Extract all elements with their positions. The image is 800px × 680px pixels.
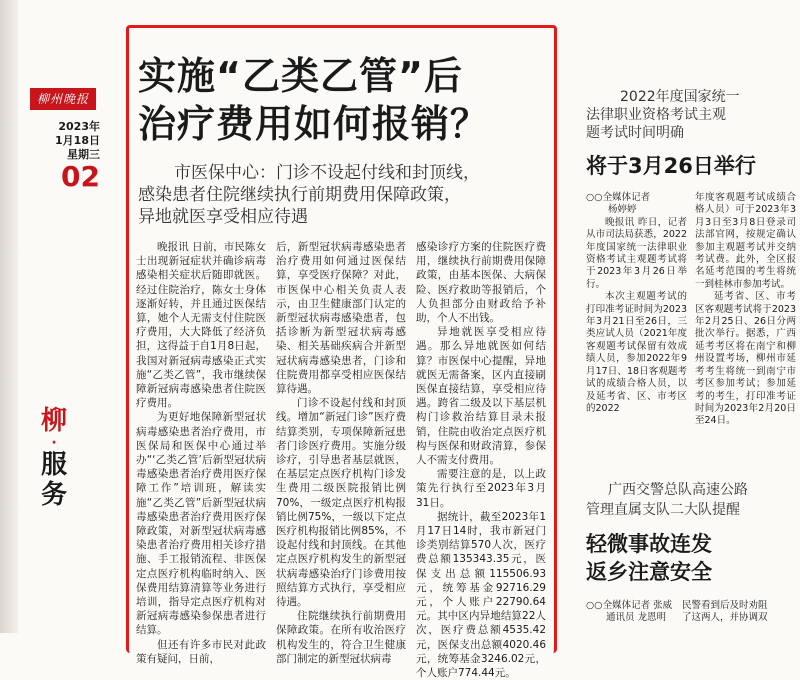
main-headline-line1: 实施“乙类乙管”后 xyxy=(138,54,463,98)
exam-byline-line2: 杨婷婷 xyxy=(608,204,637,216)
exam-title-line1: 2022年度国家统一 xyxy=(620,89,740,105)
issue-date xyxy=(40,120,100,162)
issue-day: 1月18日 xyxy=(55,134,100,147)
main-subheadline xyxy=(138,162,548,228)
section-label-top: 柳 xyxy=(40,406,67,436)
traffic-byline-line2: 通讯员 龙恩明 xyxy=(606,612,667,624)
section-label-dot: · xyxy=(51,435,57,451)
article-paragraph: 晚报讯 日前，市民陈女士出现新冠症状并确诊病毒感染相关症状后随即就医。经过住院治疗，陈女士身体逐渐好转，并且通过医保结算，她个人无需支付住院医疗费用，大大降低了经济负担，这得益于自1月8日起，我国对新冠病毒感染正式实施“乙类乙管”，我市继续保障新冠病毒感染患者住院医疗费用。 xyxy=(136,241,266,410)
exam-byline xyxy=(586,192,687,217)
section-label-char2: 务 xyxy=(40,480,67,510)
main-headline-line2: 治疗费用如何报销？ xyxy=(138,102,490,146)
section-label xyxy=(34,406,74,510)
exam-title-line3: 题考试时间明确 xyxy=(586,125,684,141)
subhead-line3: 异地就医享受相应待遇 xyxy=(138,207,308,227)
article-paragraph: 异地就医享受相应待遇。那么异地就医如何结算？市医保中心提醒，异地就医无需备案，区内直接刷医保直接结算，享受相应待遇。跨省二级及以下基层机构门诊救治结算目录未报销，住院由收治定点医疗机构与医保和财政清算，参保人不需支付费用。 xyxy=(416,326,546,467)
traffic-headline xyxy=(586,530,796,586)
masthead-logo: 柳州晚报 xyxy=(30,88,96,110)
article-column-1 xyxy=(136,240,266,665)
article-paragraph: 需要注意的是，以上政策先行执行至2023年3月31日。 xyxy=(416,468,546,509)
article-paragraph: 年度客观题考试成绩合格人员）可于2023年3月3日至3月8日登录司法部官网，按规定确认参加主观题考试并交纳考试费。此外，全区报名延考范围的考生将统一到桂林市参加考试。 xyxy=(695,192,796,290)
article-paragraph: 晚报讯 昨日，记者从市司法局获悉，2022年度国家统一法律职业资格考试主观题考试将于2023年3月26日举行。 xyxy=(586,216,687,290)
main-article-body xyxy=(136,240,546,680)
traffic-article-title xyxy=(586,480,796,520)
traffic-headline-line1: 轻微事故连发 xyxy=(586,532,712,556)
traffic-title-line2: 管理直属支队二大队提醒 xyxy=(586,502,740,518)
traffic-article-snippet xyxy=(682,600,796,625)
article-column-2 xyxy=(276,240,406,665)
traffic-byline xyxy=(586,600,676,625)
article-paragraph: 据统计，截至2023年1月17日14时，我市新冠门诊类别结算570人次，医疗费总额135343.35元，医保支出总额115506.93元，统筹基金92716.29元，个人账户22790.64元。其中区内异地结算22人次，医疗费总额4535.42元，医保支出总额4020.46元，统筹基金3246.02元，个人账户774.44元。 xyxy=(416,510,546,680)
exam-column-2 xyxy=(695,192,796,432)
exam-article-body xyxy=(586,192,796,432)
article-paragraph: 门诊不设起付线和封顶线。增加“新冠门诊”医疗费结算类别，专项保障新冠患者门诊医疗费用。实施分级诊疗，引导患者基层就医，在基层定点医疗机构门诊发生费用二级医院报销比例70%，一级定点医疗机构报销比例75%，一级以下定点医疗机构报销比例85%，不设起付线和封顶线。在其他定点医疗机构发生的新型冠状病毒感染治疗门诊费用按照结算方式执行，享受相应待遇。 xyxy=(276,397,406,609)
traffic-snippet-line2: 了这两人，并协调双 xyxy=(682,612,768,624)
exam-byline-line1: ○○全媒体记者 xyxy=(586,192,651,203)
traffic-headline-line2: 返乡注意安全 xyxy=(586,560,712,584)
exam-column-1 xyxy=(586,192,687,432)
section-label-char1: 服 xyxy=(40,450,67,480)
issue-year: 2023年 xyxy=(58,120,100,133)
issue-weekday: 星期三 xyxy=(67,148,100,161)
article-paragraph: 住院继续执行前期费用保障政策。在所有收治医疗机构发生的，符合卫生健康部门制定的新型冠状病毒 xyxy=(276,610,406,665)
article-paragraph: 后，新型冠状病毒感染患者治疗费用如何通过医保结算，享受医疗保障？对此，市医保中心相关负责人表示，由卫生健康部门认定的新型冠状病毒感染患者，包括诊断为新型冠状病毒感染、相关基础疾病合并新型冠状病毒感染患者，门诊和住院费用都享受相应医保结算待遇。 xyxy=(276,241,406,396)
subhead-line1: 市医保中心：门诊不设起付线和封顶线， xyxy=(174,163,480,183)
exam-article-title xyxy=(586,88,786,142)
article-paragraph: 感染诊疗方案的住院医疗费用，继续执行前期费用保障政策，由基本医保、大病保险、医疗救助等报销后，个人负担部分由财政给予补助，个人不出钱。 xyxy=(416,241,546,325)
subhead-line2: 感染患者住院继续执行前期费用保障政策， xyxy=(138,185,461,205)
article-column-3 xyxy=(416,240,546,680)
page-number: 02 xyxy=(61,160,100,193)
traffic-snippet-line1: 民警看到后及时劝阻 xyxy=(682,600,768,611)
traffic-title-line1: 广西交警总队高速公路 xyxy=(608,482,748,498)
exam-headline: 将于3月26日举行 xyxy=(586,154,756,178)
article-paragraph: 但还有许多市民对此政策有疑问，日前， xyxy=(136,638,266,665)
article-paragraph: 为更好地保障新型冠状病毒感染患者治疗费用，市医保局和医保中心通过举办“‘乙类乙管’后新型冠状病毒感染患者治疗费用医疗保障工作”培训班，解读实施“乙类乙管”后新型冠状病毒感染患者治疗费用医疗保障政策，对新型冠状病毒感染患者治疗费用相关诊疗措施、手工报销流程、非医保定点医疗机构临时纳入、医保费用结算清算等业务进行培训，指导定点医疗机构对新冠病毒感染参保患者进行结算。 xyxy=(136,411,266,637)
traffic-byline-line1: ○○全媒体记者 张威 xyxy=(586,600,673,611)
article-paragraph: 本次主观题考试的打印准考证时间为2023年3月21日至26日，三类应试人员（2021年度客观题考试保留有效成绩人员，参加2022年9月17日、18日客观题考试的成绩合格人员，以及延考省、区、市考区的2022 xyxy=(586,291,687,414)
exam-title-line2: 法律职业资格考试主观 xyxy=(586,107,726,123)
article-paragraph: 延考省、区、市考区客观题考试将于2023年2月25日、26日分两批次举行。据悉，广西延考考区将在南宁和柳州设置考场，柳州市延考考生将统一到南宁市考区参加考试；参加延考的考生，打印准考证时间为2023年2月20日至24日。 xyxy=(695,291,796,427)
main-headline xyxy=(138,52,548,148)
page-gutter xyxy=(0,0,18,633)
